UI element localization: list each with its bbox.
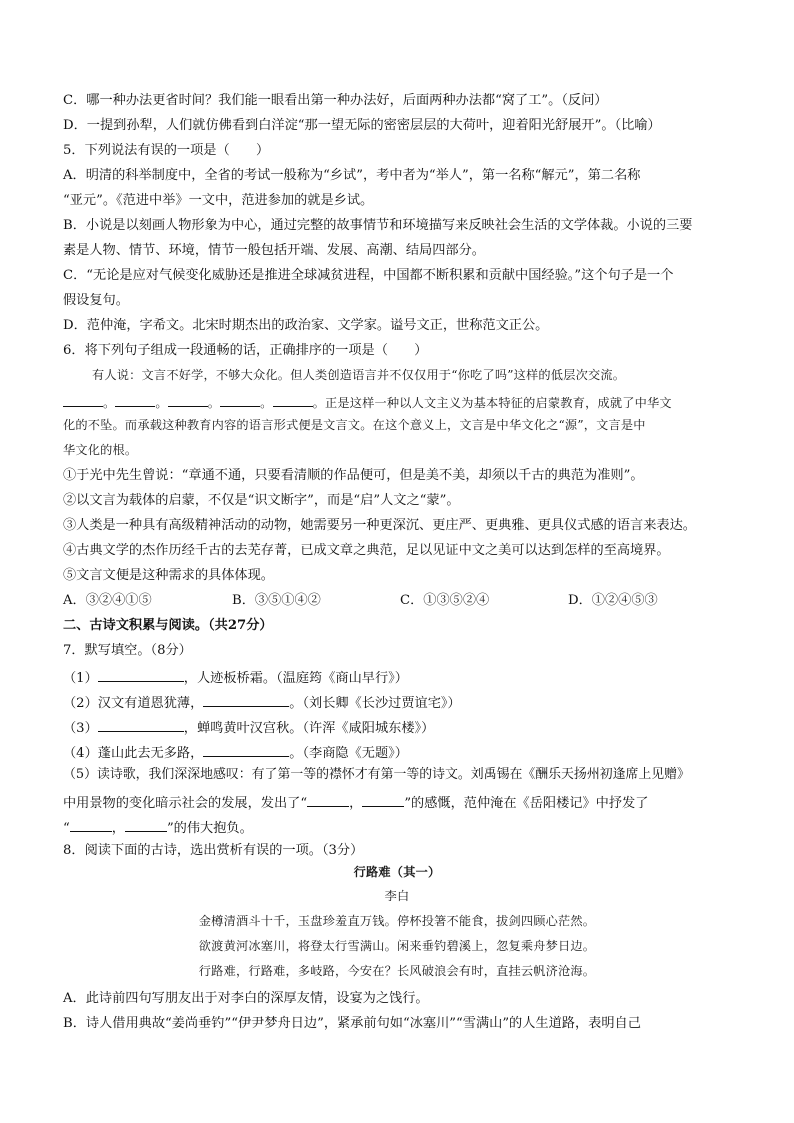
q6-option-a: A．③②④①⑤ (63, 593, 152, 608)
poem-line-2: 欲渡黄河冰塞川，将登太行雪满山。闲来垂钓碧溪上，忽复乘舟梦日边。 (198, 939, 596, 953)
q6-option-b: B．③⑤①④② (232, 593, 321, 608)
fill-blank (203, 744, 289, 757)
q6-sentence-5: ⑤文言文便是这种需求的具体体现。 (63, 568, 274, 583)
q5-option-c-line1: C．“无论是应对气候变化威胁还是推进全球减贫进程，中国都不断积累和贡献中国经验。”这个句子是一个 (63, 268, 674, 283)
passage-blank (168, 394, 208, 407)
q5-option-d: D．范仲淹，字希文。北宋时期杰出的政治家、文学家。谥号文正，世称范文正公。 (63, 318, 549, 333)
fill-blank (125, 819, 167, 832)
q7-item-5-line2: 中用景物的变化暗示社会的发展，发出了“ ， ”的感慨，范仲淹在《岳阳楼记》中抒发了 (63, 796, 649, 811)
q6-sentence-4: ④古典文学的杰作历经千古的去芜存菁，已成文章之典范，足以见证中文之美可以达到怎样的至高境界。 (63, 543, 670, 558)
q5-option-c-line2: 假设复句。 (63, 293, 129, 308)
q6-passage-line2: 。 。 。 。 。正是这样一种以人文主义为基本特征的启蒙教育，成就了中华文 (63, 394, 672, 409)
fill-blank (362, 794, 404, 807)
poem-line-1: 金樽清酒斗十千，玉盘珍羞直万钱。停杯投箸不能食，拔剑四顾心茫然。 (198, 914, 596, 928)
q4-option-c: C．哪一种办法更省时间？我们能一眼看出第一种办法好，后面两种办法都“窝了工”。（反问） (63, 93, 608, 108)
q6-sentence-2: ②以文言为载体的启蒙，不仅是“识文断字”，而是“启”人文之“蒙”。 (63, 493, 460, 508)
poem-line-3: 行路难，行路难，多岐路，今安在？长风破浪会有时，直挂云帆济沧海。 (198, 964, 596, 978)
q5-stem: 5．下列说法有误的一项是（ ） (63, 143, 270, 158)
q8-option-b: B．诗人借用典故“姜尚垂钓”“伊尹梦舟日边”，紧承前句如“冰塞川”“雪满山”的人生道路，表明自己 (63, 1016, 641, 1031)
section-heading-2: 二、古诗文积累与阅读。（共27分） (63, 618, 273, 633)
q6-sentence-3: ③人类是一种具有高级精神活动的动物，她需要另一种更深沉、更庄严、更典雅、更具仪式感的语言来表达。 (63, 518, 696, 533)
q7-item-5-line3: “ ， ”的伟大抱负。 (63, 821, 253, 836)
q4-option-d: D．一提到孙犁，人们就仿佛看到白洋淀“那一望无际的密密层层的大荷叶，迎着阳光舒展开”。（比喻） (63, 118, 661, 133)
q6-option-d: D．①②④⑤③ (568, 593, 658, 608)
q7-item-1: （1） ，人迹板桥霜。（温庭筠《商山早行》） (63, 671, 408, 686)
q7-item-4: （4）蓬山此去无多路， 。（李商隐《无题》） (63, 746, 408, 761)
fill-blank (307, 794, 349, 807)
poem-title: 行路难（其一） (353, 865, 441, 879)
fill-blank (98, 669, 184, 682)
q6-passage-line3: 化的不坠。而承载这种教育内容的语言形式便是文言文。在这个意义上，文言是中华文化之“源”，文言是中 (63, 418, 646, 432)
q8-option-a: A．此诗前四句写朋友出于对李白的深厚友情，设宴为之饯行。 (63, 991, 429, 1006)
q6-passage-line1: 有人说：文言不好学，不够大众化。但人类创造语言并不仅仅用于“你吃了吗”这样的低层次交流。 (92, 368, 626, 382)
q5-option-b-line1: B．小说是以刻画人物形象为中心，通过完整的故事情节和环境描写来反映社会生活的文学体裁。小说的三要 (63, 218, 693, 233)
passage-blank (115, 394, 155, 407)
fill-blank (98, 719, 184, 732)
q6-passage-line4: 华文化的根。 (63, 443, 138, 457)
q6-sentence-1: ①于光中先生曾说：“章通不通，只要看清顺的作品便可，但是美不美，却须以千古的典范为准则”。 (63, 468, 644, 483)
q5-option-b-line2: 素是人物、情节、环境，情节一般包括开端、发展、高潮、结局四部分。 (63, 243, 485, 258)
q5-option-a-line1: A．明清的科举制度中，全省的考试一般称为“乡试”，考中者为“举人”，第一名称“解元”，第二名称 (63, 168, 641, 183)
passage-blank (63, 394, 103, 407)
q6-option-c: C．①③⑤②④ (400, 593, 490, 608)
fill-blank (70, 819, 112, 832)
passage-blank (273, 394, 313, 407)
poem-author: 李白 (384, 889, 410, 903)
q8-stem: 8．阅读下面的古诗，选出赏析有误的一项。（3分） (63, 843, 364, 858)
q7-item-3: （3） ，蝉鸣黄叶汉宫秋。（许浑《咸阳城东楼》） (63, 721, 435, 736)
q7-stem: 7．默写填空。（8分） (63, 643, 192, 658)
q5-option-a-line2: “亚元”。《范进中举》一文中，范进参加的就是乡试。 (63, 193, 374, 208)
q6-stem: 6．将下列句子组成一段通畅的话，正确排序的一项是（ ） (63, 343, 428, 358)
fill-blank (203, 694, 289, 707)
q7-item-2: （2）汉文有道恩犹薄， 。（刘长卿《长沙过贾谊宅》） (63, 696, 461, 711)
q7-item-5-line1: （5）读诗歌，我们深深地感叹：有了第一等的襟怀才有第一等的诗文。刘禹锡在《酬乐天扬州初逢席上见赠》 (63, 767, 690, 782)
passage-blank (220, 394, 260, 407)
